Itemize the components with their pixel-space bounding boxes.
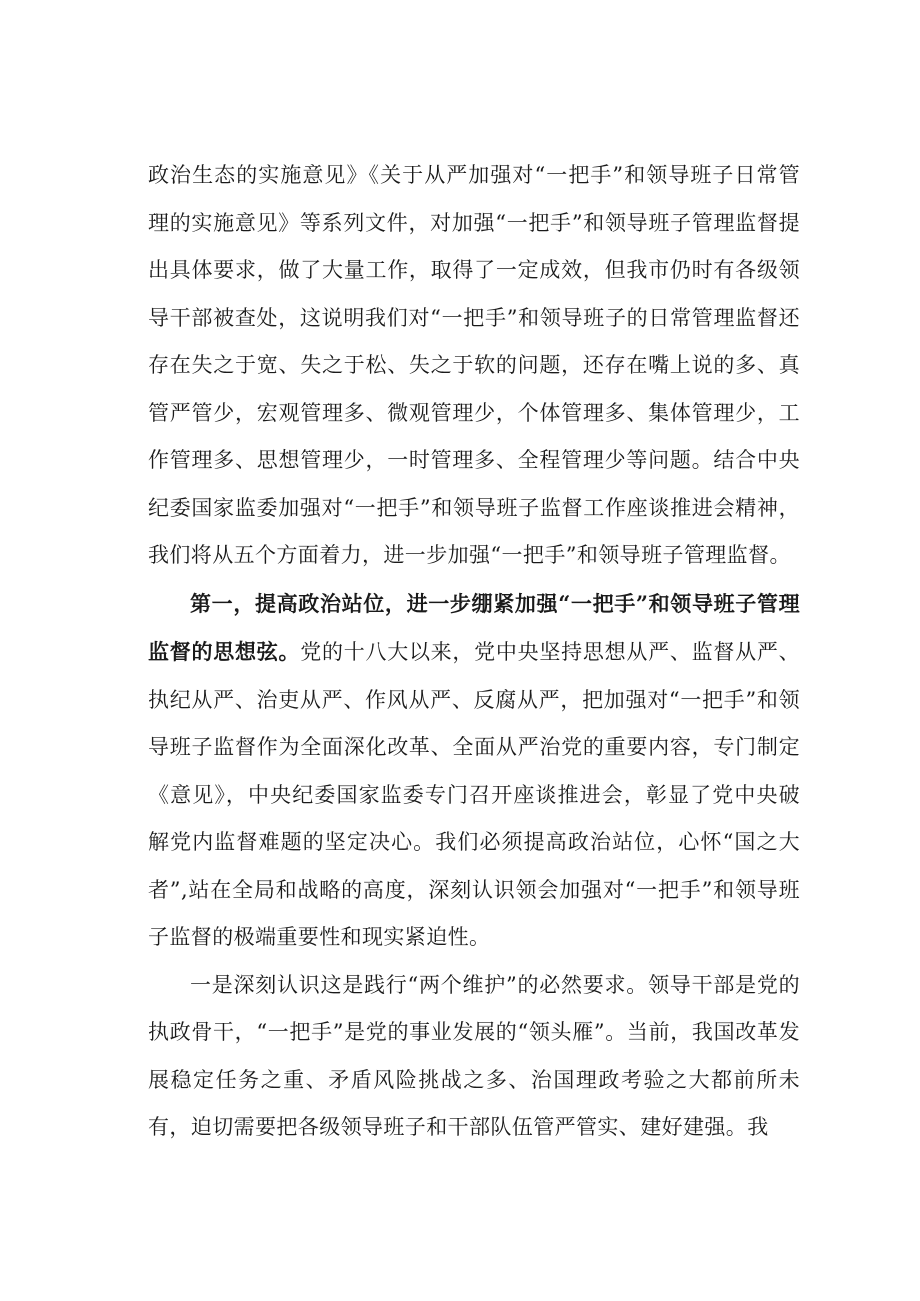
document-body xyxy=(148,152,800,1152)
paragraph-first-point xyxy=(148,580,800,962)
paragraph-text: 政治生态的实施意见》《关于从严加强对“一把手”和领导班子日常管理的实施意见》等系列文件，对加强“一把手”和领导班子管理监督提出具体要求，做了大量工作，取得了一定成效，但我市仍时有各级领导干部被查处，这说明我们对“一把手”和领导班子的日常管理监督还存在失之于宽、失之于松、失之于软的问题，还存在嘴上说的多、真管严管少，宏观管理多、微观管理少，个体管理多、集体管理少，工作管理多、思想管理少，一时管理多、全程管理少等问题。结合中央纪委国家监委加强对“一把手”和领导班子监督工作座谈推进会精神，我们将从五个方面着力，进一步加强“一把手”和领导班子管理监督。 xyxy=(148,163,800,567)
paragraph-sub-point xyxy=(148,962,800,1152)
paragraph-continuation xyxy=(148,152,800,580)
paragraph-text: 党的十八大以来，党中央坚持思想从严、监督从严、执纪从严、治吏从严、作风从严、反腐从严，把加强对“一把手”和领导班子监督作为全面深化改革、全面从严治党的重要内容，专门制定《意见》，中央纪委国家监委专门召开座谈推进会，彰显了党中央破解党内监督难题的坚定决心。我们必须提高政治站位，心怀“国之大者”,站在全局和战略的高度，深刻认识领会加强对“一把手”和领导班子监督的极端重要性和现实紧迫性。 xyxy=(148,640,800,949)
paragraph-lead-heading: 第一，提高政治站位，进一步绷紧加强“一把手”和领导班子管理监督的思想弦。 xyxy=(148,590,800,664)
paragraph-text: 一是深刻认识这是践行“两个维护”的必然要求。领导干部是党的执政骨干，“一把手”是党的事业发展的“领头雁”。当前，我国改革发展稳定任务之重、矛盾风险挑战之多、治国理政考验之大都前所未有，迫切需要把各级领导班子和干部队伍管严管实、建好建强。我 xyxy=(148,972,800,1139)
